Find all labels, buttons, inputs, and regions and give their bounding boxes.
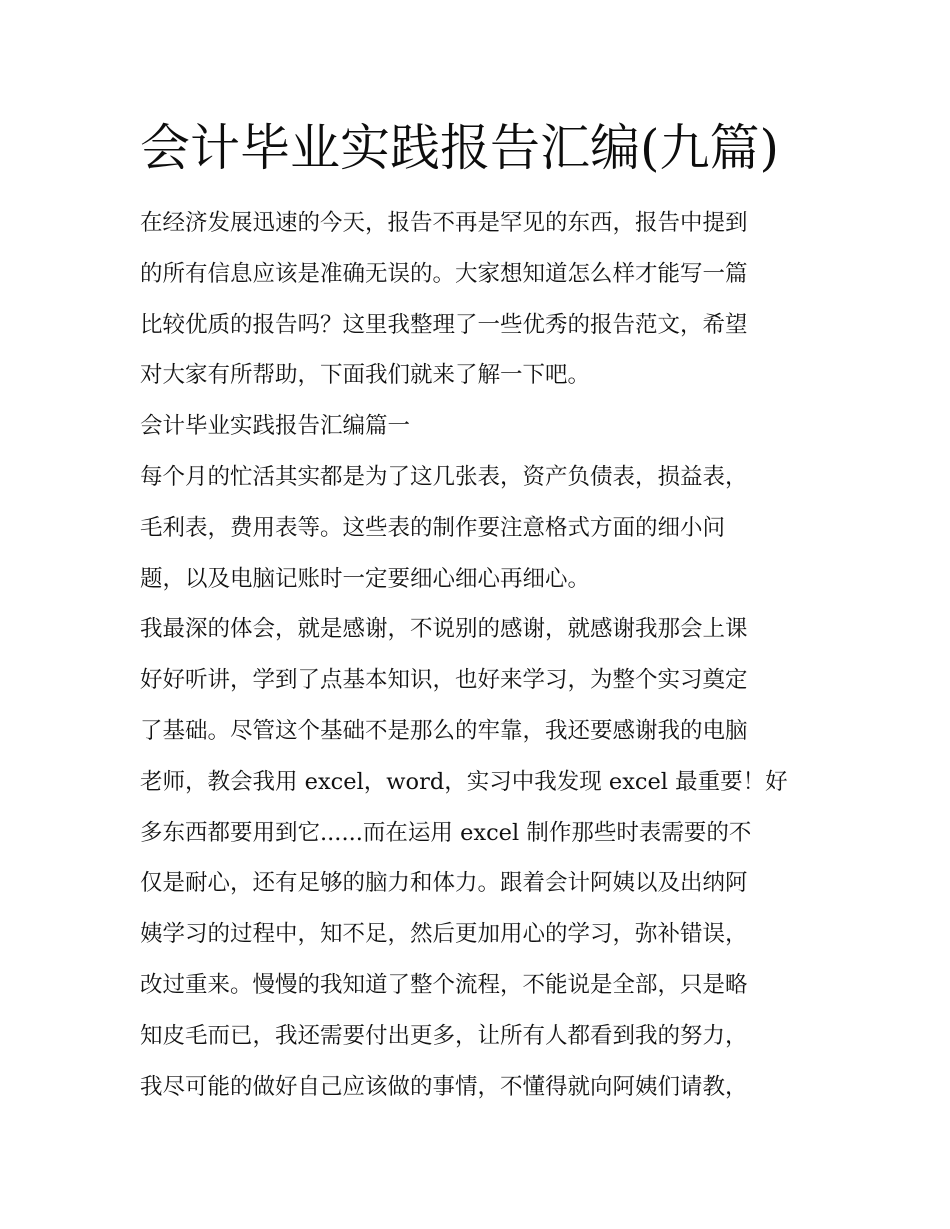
intro-paragraph xyxy=(140,198,820,401)
body-paragraph-1 xyxy=(140,452,820,604)
section-heading-text: 会计毕业实践报告汇编篇一 xyxy=(140,413,411,440)
text-line: 在经济发展迅速的今天，报告不再是罕见的东西，报告中提到 xyxy=(140,210,748,236)
text-line: 多东西都要用到它......而在运用 excel 制作那些时表需要的不 xyxy=(140,819,752,846)
body-paragraph-2 xyxy=(140,604,820,1112)
text-line: 我尽可能的做好自己应该做的事情，不懂得就向阿姨们请教， xyxy=(140,1073,748,1100)
section-heading xyxy=(140,401,820,452)
text-line: 仅是耐心，还有足够的脑力和体力。跟着会计阿姨以及出纳阿 xyxy=(140,870,748,897)
document-body xyxy=(140,112,820,1112)
text-line: 姨学习的过程中，知不足，然后更加用心的学习，弥补错误， xyxy=(140,921,748,948)
text-line: 的所有信息应该是准确无误的。大家想知道怎么样才能写一篇 xyxy=(140,260,748,287)
text-line: 每个月的忙活其实都是为了这几张表，资产负债表，损益表， xyxy=(140,463,748,490)
document-title: 会计毕业实践报告汇编(九篇) xyxy=(140,119,780,177)
text-line: 对大家有所帮助，下面我们就来了解一下吧。 xyxy=(140,362,591,389)
text-line: 比较优质的报告吗？这里我整理了一些优秀的报告范文，希望 xyxy=(140,311,748,338)
text-line: 题，以及电脑记账时一定要细心细心再细心。 xyxy=(140,565,591,592)
text-line: 我最深的体会，就是感谢，不说别的感谢，就感谢我那会上课 xyxy=(140,616,748,643)
text-line: 了基础。尽管这个基础不是那么的牢靠，我还要感谢我的电脑 xyxy=(140,717,748,744)
text-line: 改过重来。慢慢的我知道了整个流程，不能说是全部，只是略 xyxy=(140,971,748,998)
text-line: 知皮毛而已，我还需要付出更多，让所有人都看到我的努力， xyxy=(140,1022,748,1049)
text-line: 毛利表，费用表等。这些表的制作要注意格式方面的细小问 xyxy=(140,514,726,541)
text-line: 好好听讲，学到了点基本知识，也好来学习，为整个实习奠定 xyxy=(140,667,748,694)
text-line: 老师，教会我用 excel，word，实习中我发现 excel 最重要！好 xyxy=(140,768,788,795)
